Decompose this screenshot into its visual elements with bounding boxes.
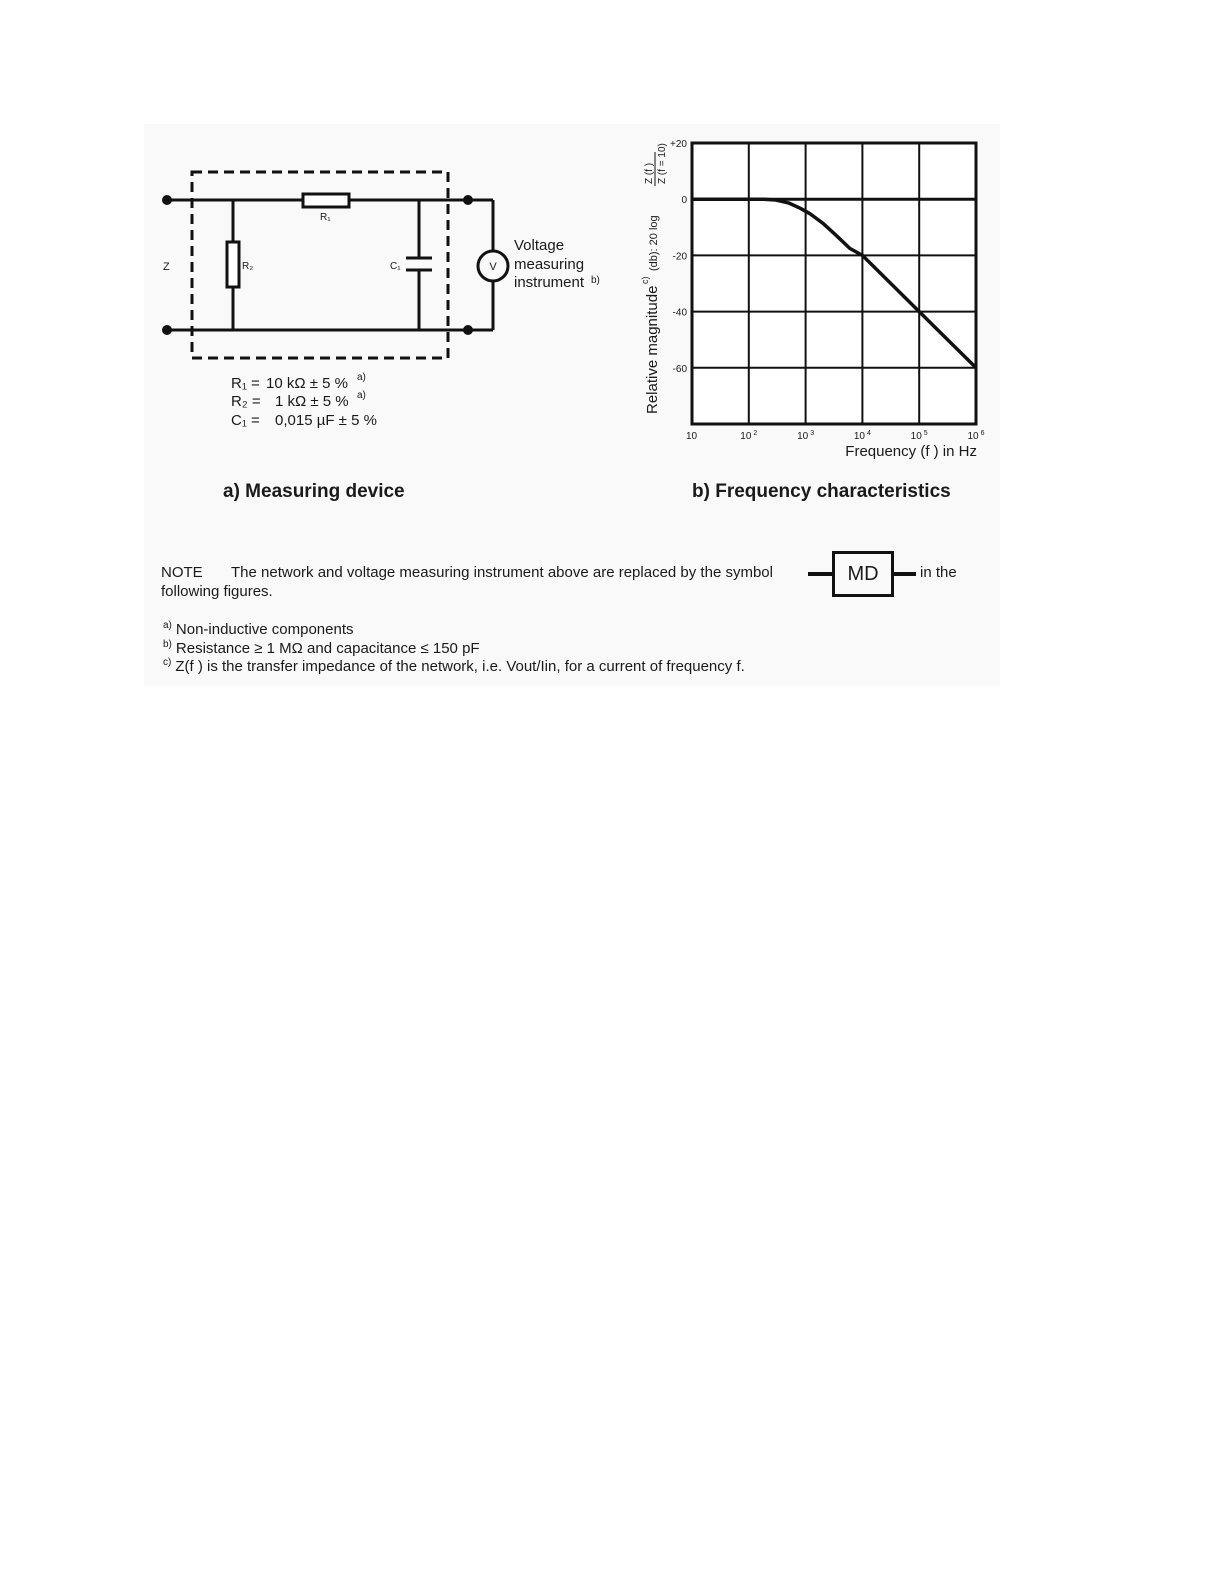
node-bottom-right xyxy=(463,325,473,335)
footnote-c xyxy=(163,657,745,675)
x-tick-label-3: 10 $^4$ xyxy=(853,430,871,442)
footnote-a-ref: a) xyxy=(163,620,172,631)
x-tick-label-1: 10 $^2$ xyxy=(740,430,758,442)
note-after-symbol: in the xyxy=(920,564,957,581)
voltmeter-symbol: V xyxy=(489,261,497,273)
r2-label: R₂ xyxy=(242,261,254,272)
circuit-diagram xyxy=(167,172,508,358)
footnote-b xyxy=(163,639,480,657)
note-text: The network and voltage measuring instrument above are replaced by the symbol xyxy=(231,564,773,581)
chart-ylabel-fraction-den: Z (f = 10) xyxy=(657,143,668,184)
component-r1-name: R₁ = xyxy=(231,375,260,392)
y-tick-label-0: +20 xyxy=(670,139,687,150)
footnote-b-ref: b) xyxy=(163,639,172,650)
meter-footnote-ref: b) xyxy=(591,275,600,286)
circuit-caption: a) Measuring device xyxy=(223,481,405,502)
md-lead-left xyxy=(808,572,832,576)
y-tick-label-4: -60 xyxy=(672,363,687,375)
frequency-chart xyxy=(670,139,985,442)
chart-ylabel-ref: c) xyxy=(640,276,650,284)
c1-label: C₁ xyxy=(390,261,401,272)
footnote-b-text: Resistance ≥ 1 MΩ and capacitance ≤ 150 pF xyxy=(175,640,480,657)
resistor-r2 xyxy=(227,242,239,287)
chart-ylabel-suffix: (db): 20 log xyxy=(648,215,660,271)
figure-svg xyxy=(0,0,1224,720)
x-tick-label-2: 10 $^3$ xyxy=(797,430,815,442)
footnote-a-text: Non-inductive components xyxy=(175,621,354,638)
y-tick-label-3: -40 xyxy=(672,307,687,319)
footnote-a xyxy=(163,620,354,638)
terminal-top-left xyxy=(162,195,172,205)
component-c1-value: 0,015 µF ± 5 % xyxy=(275,412,377,429)
terminal-label: Z xyxy=(163,261,170,273)
x-tick-label-5: 10 $^6$ xyxy=(967,430,985,442)
component-c1-name: C₁ = xyxy=(231,412,260,429)
r1-label: R₁ xyxy=(320,212,331,223)
md-box xyxy=(832,551,894,597)
note-continuation: following figures. xyxy=(161,583,273,600)
x-tick-label-4: 10 $^5$ xyxy=(910,430,928,442)
plot-frame xyxy=(692,143,976,424)
chart-ylabel-fraction-num: Z (f ) xyxy=(644,162,655,184)
resistor-r1 xyxy=(303,194,349,207)
component-r2-name: R₂ = xyxy=(231,393,261,410)
meter-label-line-1: Voltage xyxy=(514,237,565,254)
footnote-c-text: Z(f ) is the transfer impedance of the network, i.e. Vout/Iin, for a current of frequency f. xyxy=(175,658,745,675)
component-r2-ref: a) xyxy=(357,390,366,401)
chart-ylabel xyxy=(640,143,668,414)
md-symbol xyxy=(808,551,916,597)
component-r2-value: 1 kΩ ± 5 % xyxy=(275,393,349,410)
md-lead-right xyxy=(894,572,916,576)
terminal-bottom-left xyxy=(162,325,172,335)
footnote-c-ref: c) xyxy=(163,657,172,668)
chart-ylabel-main: Relative magnitude xyxy=(644,285,661,414)
node-top-right xyxy=(463,195,473,205)
chart-xlabel: Frequency (f ) in Hz xyxy=(845,443,977,460)
component-r1-value: 10 kΩ ± 5 % xyxy=(266,375,348,392)
meter-label-line-3: instrument xyxy=(514,274,585,291)
y-tick-label-2: -20 xyxy=(672,251,687,263)
meter-label-line-2: measuring xyxy=(514,256,585,273)
circuit-nodes xyxy=(162,195,473,335)
y-tick-label-1: 0 xyxy=(681,195,687,207)
x-tick-label-0: 10 xyxy=(686,431,698,442)
md-box-label: MD xyxy=(847,562,879,585)
component-r1-ref: a) xyxy=(357,372,366,383)
note-label: NOTE xyxy=(161,564,203,581)
chart-title: b) Frequency characteristics xyxy=(692,481,951,502)
